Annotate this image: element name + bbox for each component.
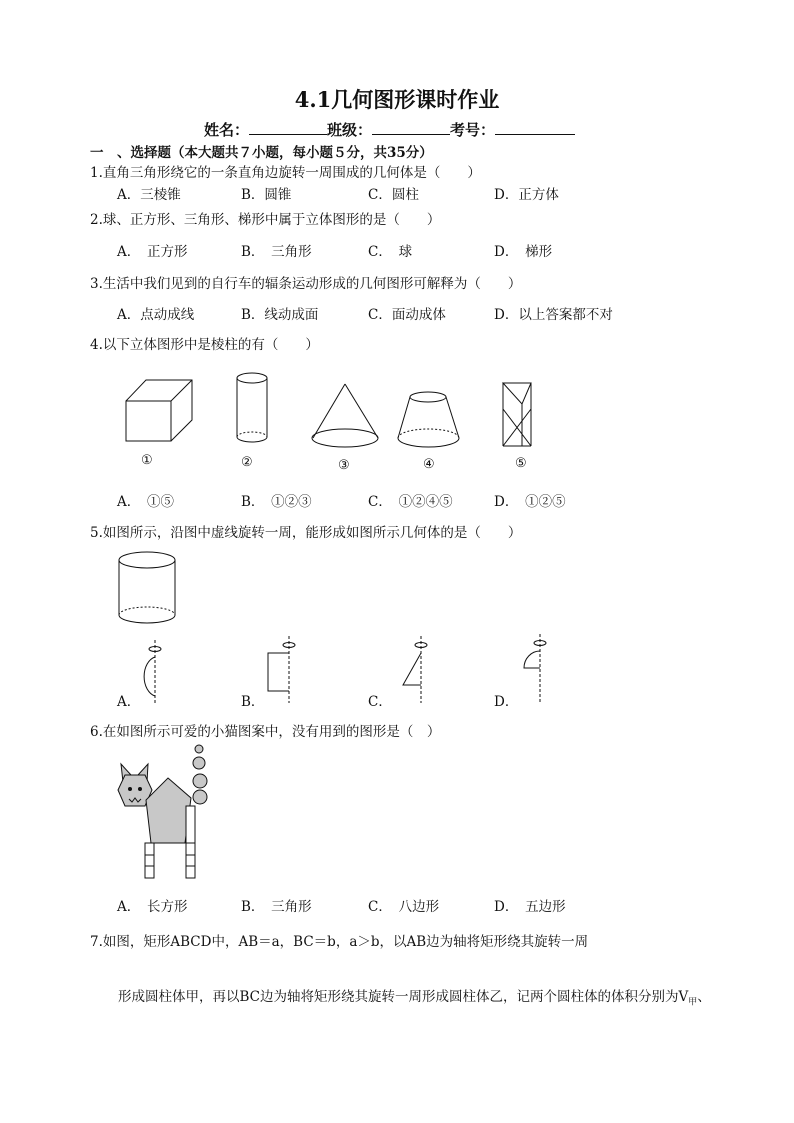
q6-option-b: B． 三角形	[241, 899, 312, 915]
q7-line2-text: 形成圆柱体甲，再以BC边为轴将矩形绕其旋转一周形成圆柱体乙，记两个圆柱体的体积分别为V	[118, 989, 689, 1005]
q4-option-b: B． ①②③	[241, 494, 312, 510]
tail-circle-4	[193, 790, 207, 804]
q4-figure-label-3: ③	[338, 458, 350, 473]
question-6-stem: 6.在如图所示可爱的小猫图案中，没有用到的图形是（ ）	[90, 724, 441, 740]
q4-figure-label-2: ②	[241, 455, 253, 470]
q4-option-a: A． ①⑤	[117, 494, 174, 510]
q2-option-a: A． 正方形	[117, 244, 188, 260]
q1-option-b: B．圆锥	[241, 187, 292, 203]
q1-option-a: A．三棱锥	[117, 187, 181, 203]
tail-circle-2	[193, 757, 205, 769]
q4-figure-label-1: ①	[141, 453, 153, 468]
cat-body-pentagon	[146, 778, 191, 843]
q1-option-d: D．正方体	[494, 187, 559, 203]
cat-front-leg	[145, 843, 154, 878]
q7-line2-tail: 、	[697, 989, 711, 1005]
name-label: 姓名：	[204, 121, 250, 139]
q3-option-c: C．面动成体	[368, 307, 446, 323]
question-4-stem: 4.以下立体图形中是棱柱的有（ ）	[90, 337, 319, 353]
section-heading: 一 、选择题（本大题共７小题，每小题５分，共35分）	[90, 145, 433, 161]
page-title: 4.1几何图形课时作业	[294, 87, 500, 112]
question-7-continuation	[118, 985, 711, 1008]
question-5-stem: 5.如图所示，沿图中虚线旋转一周，能形成如图所示几何体的是（ ）	[90, 525, 522, 541]
q6-option-c: C． 八边形	[368, 899, 440, 915]
q6-option-a: A． 长方形	[117, 899, 188, 915]
q3-option-a: A．点动成线	[117, 307, 195, 323]
q2-option-b: B． 三角形	[241, 244, 312, 260]
tail-circle-3	[193, 774, 207, 788]
class-label: 班级：	[327, 121, 373, 139]
q4-figure-label-5: ⑤	[515, 456, 527, 471]
question-3-stem: 3.生活中我们见到的自行车的辐条运动形成的几何图形可解释为（ ）	[90, 276, 522, 292]
q2-option-d: D． 梯形	[494, 244, 553, 260]
q5-option-a: A．	[117, 694, 141, 710]
q5-option-b: B．	[241, 694, 265, 710]
question-2-stem: 2.球、正方形、三角形、梯形中属于立体图形的是（ ）	[90, 212, 441, 228]
q3-option-b: B．线动成面	[241, 307, 319, 323]
q2-option-c: C． 球	[368, 244, 413, 260]
exam-number-label: 考号：	[450, 121, 496, 139]
q7-subscript: 甲	[688, 997, 698, 1008]
question-1-stem: 1.直角三角形绕它的一条直角边旋转一周围成的几何体是（ ）	[90, 165, 481, 181]
q1-option-c: C．圆柱	[368, 187, 419, 203]
cat-back-leg	[186, 806, 195, 878]
q3-option-d: D．以上答案都不对	[494, 307, 613, 323]
tail-circle-1	[195, 745, 203, 753]
q4-figure-label-4: ④	[423, 457, 435, 472]
question-7-stem: 7.如图，矩形ABCD中，AB＝a，BC＝b，a＞b，以AB边为轴将矩形绕其旋转一周	[90, 934, 589, 950]
q5-option-c: C．	[368, 694, 392, 710]
q4-option-c: C． ①②④⑤	[368, 494, 453, 510]
q4-option-d: D． ①②⑤	[494, 494, 566, 510]
q6-option-d: D． 五边形	[494, 899, 566, 915]
q5-option-d: D．	[494, 694, 519, 710]
